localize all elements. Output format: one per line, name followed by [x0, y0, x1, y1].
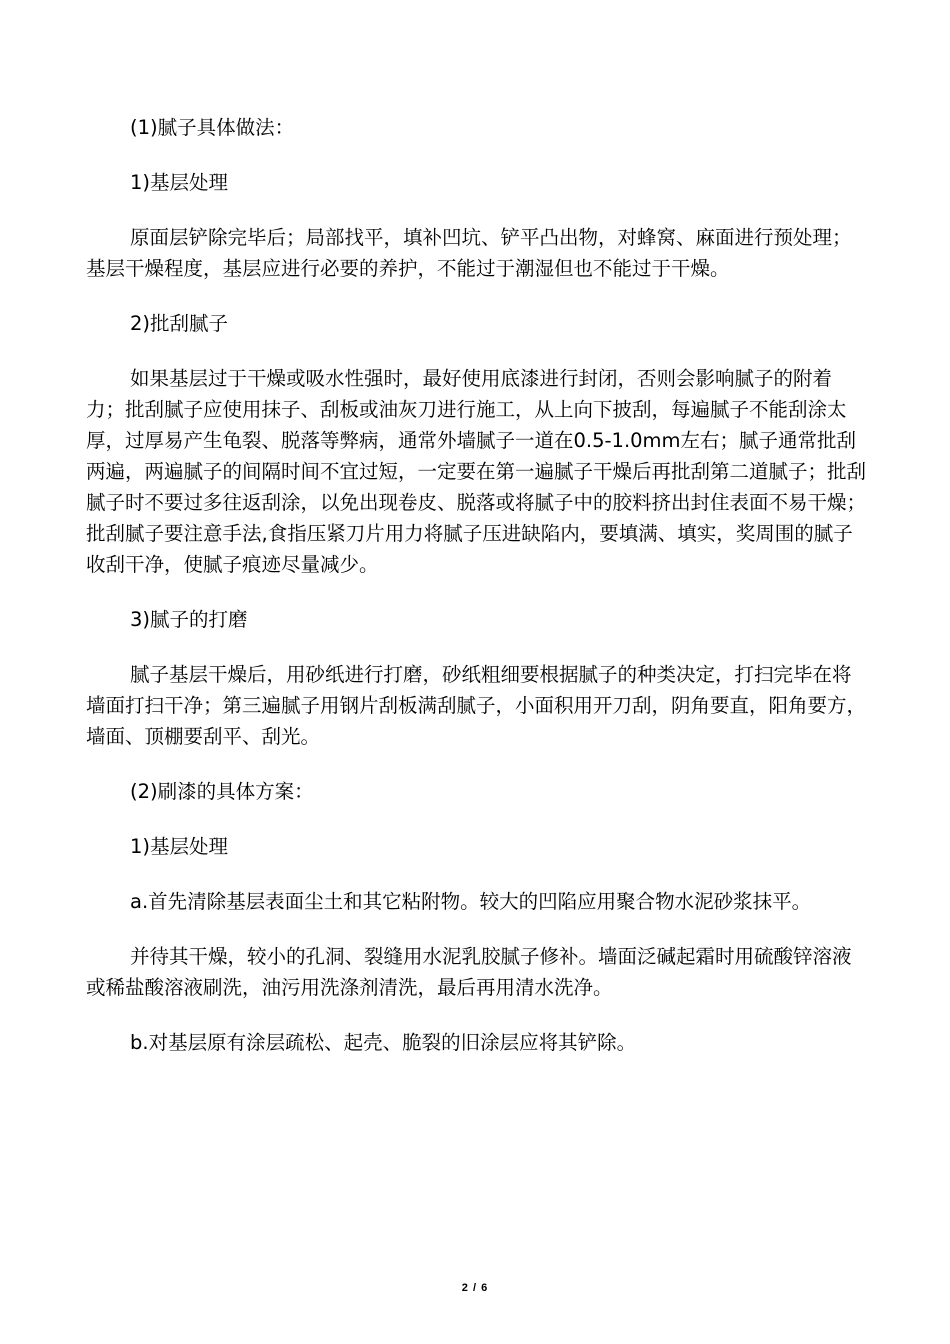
paragraph-base-treatment: 原面层铲除完毕后；局部找平，填补凹坑、铲平凸出物，对蜂窝、麻面进行预处理；基层干燥程度，基层应进行必要的养护，不能过于潮湿但也不能过于干燥。	[86, 226, 852, 280]
paragraph-putty-sanding: 腻子基层干燥后，用砂纸进行打磨，砂纸粗细要根据腻子的种类决定，打扫完毕在将墙面打扫干净；第三遍腻子用钢片刮板满刮腻子，小面积用开刀刮，阴角要直，阳角要方，墙面、顶棚要刮平、刮光。	[86, 663, 867, 748]
section-heading-putty: (1)腻子具体做法：	[130, 116, 295, 139]
paragraph-item-a: a.首先清除基层表面尘土和其它粘附物。较大的凹陷应用聚合物水泥砂浆抹平。	[130, 890, 812, 913]
subheading-base-treatment: 1)基层处理	[130, 171, 229, 194]
subheading-putty-sanding: 3)腻子的打磨	[130, 608, 248, 631]
subheading-putty-scraping: 2)批刮腻子	[130, 312, 229, 335]
paragraph-drying: 并待其干燥，较小的孔洞、裂缝用水泥乳胶腻子修补。墙面泛碱起霜时用硫酸锌溶液或稀盐酸溶液刷洗，油污用洗涤剂清洗，最后再用清水洗净。	[86, 945, 852, 999]
paragraph-item-b: b.对基层原有涂层疏松、起壳、脆裂的旧涂层应将其铲除。	[130, 1031, 637, 1054]
page-number: 2 / 6	[461, 1282, 489, 1294]
section-heading-painting: (2)刷漆的具体方案：	[130, 780, 314, 803]
paragraph-putty-scraping: 如果基层过于干燥或吸水性强时，最好使用底漆进行封闭，否则会影响腻子的附着力；批刮腻子应使用抹子、刮板或油灰刀进行施工，从上向下披刮，每遍腻子不能刮涂太厚，过厚易产生龟裂、脱落等弊病，通常外墙腻子一道在0.5-1.0mm左右；腻子通常批刮两遍，两遍腻子的间隔时间不宜过短，一定要在第一遍腻子干燥后再批刮第二道腻子；批刮腻子时不要过多往返刮涂，以免出现卷皮、脱落或将腻子中的胶料挤出封住表面不易干燥；批刮腻子要注意手法,食指压紧刀片用力将腻子压进缺陷内，要填满、填实，奖周围的腻子收刮干净，使腻子痕迹尽量减少。	[86, 367, 867, 576]
document-body	[86, 112, 866, 1058]
subheading-base-treatment-2: 1)基层处理	[130, 835, 229, 858]
